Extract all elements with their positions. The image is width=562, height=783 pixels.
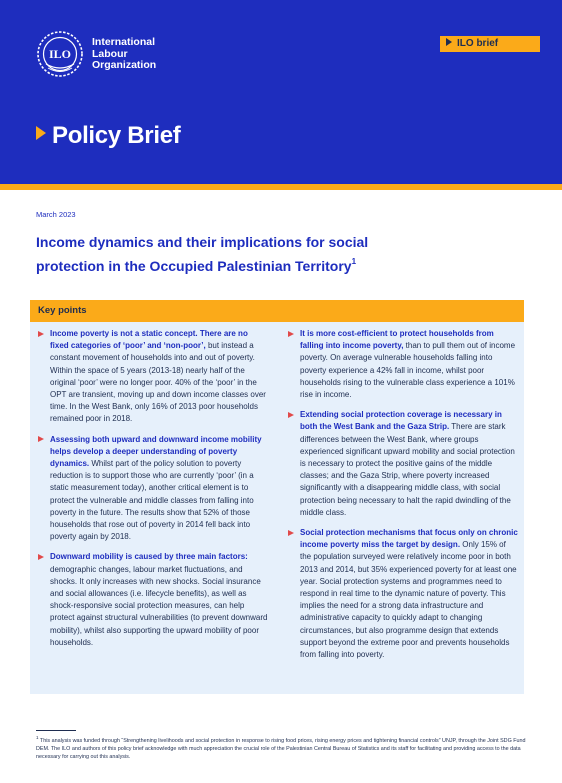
key-points-left-column bbox=[36, 328, 268, 657]
header-banner bbox=[0, 0, 562, 184]
key-point-lead: Extending social protection coverage is necessary in both the West Bank and the Gaza Strip. bbox=[300, 410, 502, 432]
bullet-arrow-icon bbox=[38, 436, 44, 442]
document-title bbox=[36, 232, 436, 276]
footnote-ref: 1 bbox=[351, 257, 357, 266]
key-point-body: than to pull them out of income poverty. On average vulnerable households falling into poverty experience a 42% fall in income, whilst poor households rising to the vulnerable class experience a 101% rise in income. bbox=[300, 341, 516, 400]
heading-arrow-icon bbox=[36, 126, 46, 140]
key-point bbox=[36, 434, 268, 544]
footnote-text: This analysis was funded through “Strengthening livelihoods and social protection in response to rising food prices, rising energy prices and tightening financial controls” UNJP, through the Joint SDG Fund DEM. The ILO and authors of this policy brief acknowledge with much appreciation the crucial role of the Palestinian Central Bureau of Statistics and its staff for facilitating and providing access to the data necessary for carrying out this analysis. bbox=[36, 737, 526, 760]
bullet-arrow-icon bbox=[288, 412, 294, 418]
bullet-arrow-icon bbox=[288, 331, 294, 337]
policy-brief-label: Policy Brief bbox=[52, 122, 181, 149]
key-point-body: There are stark differences between the West Bank, where groups experienced significant upward mobility and social protection is necessary to protect the positive gains of the middle classes; and the Gaza Strip, where poverty increased significantly with a disappearing middle class, with social protection being necessary to halt the rapid dwindling of the middle class. bbox=[300, 422, 515, 517]
footnote-divider bbox=[36, 730, 76, 731]
footnote bbox=[36, 734, 530, 761]
key-point bbox=[36, 551, 268, 649]
footnote-number: 1 bbox=[36, 735, 39, 740]
tag-arrow-icon bbox=[446, 38, 452, 46]
key-point-lead: Downward mobility is caused by three main factors: bbox=[50, 552, 248, 562]
bullet-arrow-icon bbox=[288, 530, 294, 536]
brief-type-tag bbox=[440, 36, 540, 52]
header-accent-strip bbox=[0, 184, 562, 190]
publication-date: March 2023 bbox=[36, 210, 76, 219]
key-point-lead: It is more cost-efficient to protect households from falling into income poverty, bbox=[300, 329, 494, 351]
policy-brief-heading bbox=[36, 122, 180, 150]
org-name-line-1: International bbox=[92, 36, 156, 48]
key-point bbox=[286, 409, 518, 519]
org-name-line-3: Organization bbox=[92, 59, 157, 71]
ilo-logo-icon bbox=[36, 30, 84, 78]
key-point bbox=[36, 328, 268, 426]
key-point-lead: Assessing both upward and downward income mobility helps develop a deeper understanding of poverty dynamics. bbox=[50, 434, 262, 469]
bullet-arrow-icon bbox=[38, 331, 44, 337]
document-title-text: Income dynamics and their implications for social protection in the Occupied Palestinian Territory bbox=[36, 234, 369, 274]
key-point-lead: Income poverty is not a static concept. There are no fixed categories of ‘poor’ and ‘non-poor’, bbox=[50, 329, 248, 351]
key-point-body: demographic changes, labour market fluctuations, and shocks. It only increases with new shocks. Social insurance and social allowances (i.e. lifecycle benefits), as well as shock-responsive social protection measures, can help protect against structural vulnerabilities (to prevent downward mobility), whilst also supporting the upward mobility of poor households. bbox=[50, 564, 268, 647]
key-point-lead: Social protection mechanisms that focus only on chronic income poverty miss the target by design. bbox=[300, 528, 518, 550]
bullet-arrow-icon bbox=[38, 554, 44, 560]
key-points-right-column bbox=[286, 328, 518, 669]
org-name-line-2: Labour bbox=[92, 47, 128, 60]
key-point bbox=[286, 328, 518, 401]
key-points-heading: Key points bbox=[30, 300, 524, 322]
logo-lettering: ILO bbox=[48, 47, 72, 61]
brief-tag-label: ILO brief bbox=[457, 38, 499, 49]
key-point-body: Whilst part of the policy solution to poverty reduction is to support those who are currently ‘poor’ (in a static measurement today), another critical element is to protect the vulnerable and middle classes from falling into poverty in the future. The results show that 52% of those households that rose out of poverty in 2014 fell back into poverty again by 2018. bbox=[50, 459, 254, 542]
key-point-body: but instead a constant movement of households into and out of poverty. Within the space of 5 years (2013-18) nearly half of the original ‘poor’ were no longer poor. 40% of the ‘poor’ in the OPT are transient, moving up and down income classes over time. In the West Bank, only 16% of 2013 poor households remained poor in 2018. bbox=[50, 341, 266, 424]
key-point bbox=[286, 527, 518, 661]
key-point-body: Only 15% of the population surveyed were relatively income poor in both 2013 and 2014, but 35% experienced poverty for at least one year. Social protection systems and programmes need to respond in real time to the dynamic nature of poverty. This implies the need for a strong data infrastructure and administrative capacity to quickly adapt to changing circumstances, but also programme design that extends support beyond the extreme poor and prevents households from falling into poverty. bbox=[300, 540, 517, 660]
org-name bbox=[92, 37, 172, 72]
